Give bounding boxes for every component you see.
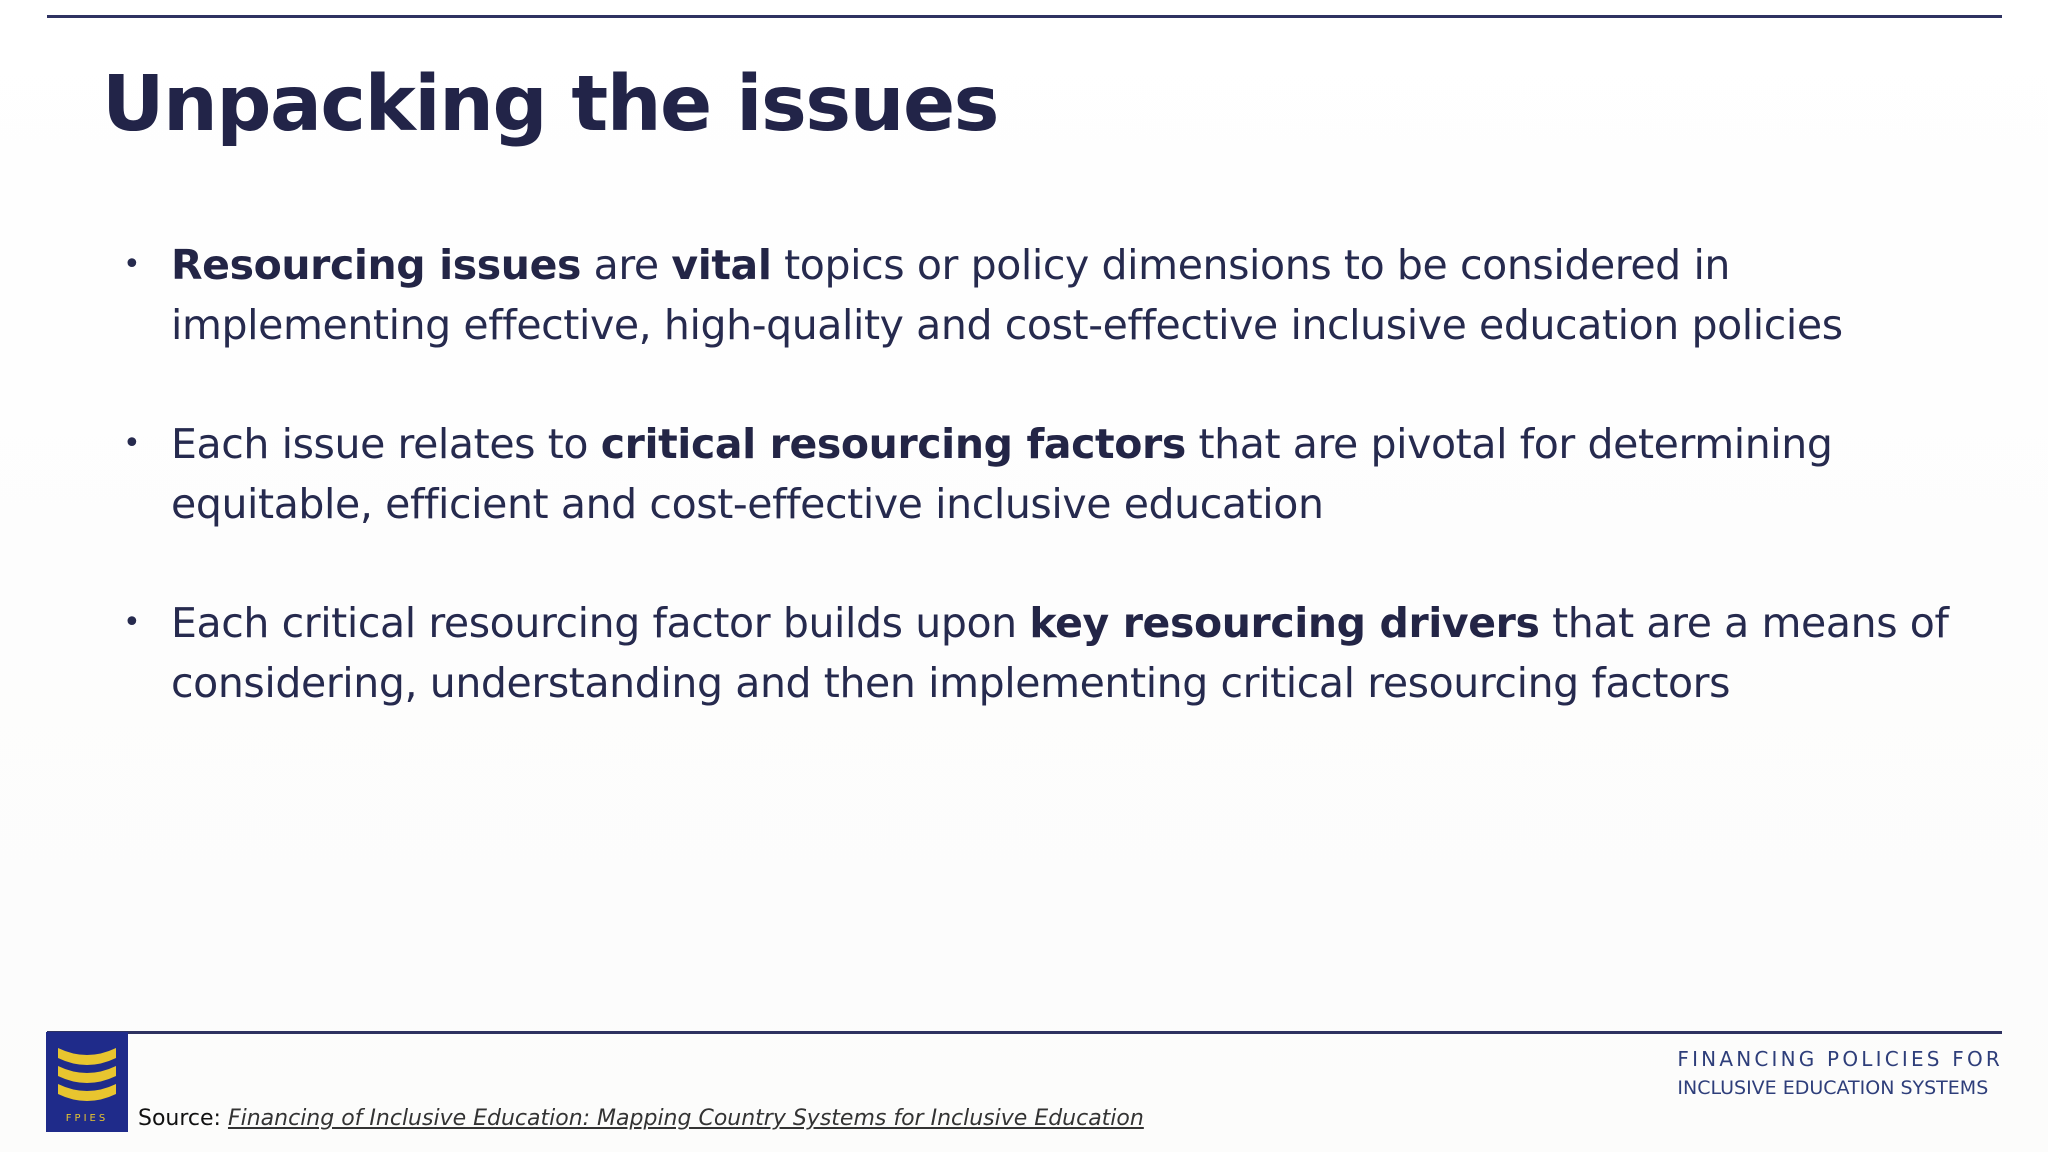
bullet-bold-text: critical resourcing factors <box>600 420 1186 468</box>
bullet-text: that are pivotal for determining equitable, efficient and cost-effective inclusive education <box>171 420 1833 528</box>
bullet-item <box>120 235 1980 355</box>
source-link[interactable]: Financing of Inclusive Education: Mapping Country Systems for Inclusive Education <box>227 1106 1144 1131</box>
bullet-text: Each critical resourcing factor builds upon <box>171 599 1030 647</box>
source-label: Source: <box>138 1106 228 1131</box>
bullet-bold-text: key resourcing drivers <box>1029 599 1540 647</box>
brand-line-2: INCLUSIVE EDUCATION SYSTEMS <box>1677 1077 1989 1099</box>
brand-wordmark <box>1677 1045 2003 1103</box>
logo-text: FPIES <box>65 1113 109 1124</box>
bullet-bold-text: Resourcing issues <box>171 241 581 289</box>
bullet-bold-text: vital <box>671 241 772 289</box>
bullet-item <box>120 593 1980 713</box>
top-divider <box>47 15 2002 18</box>
bullet-dot-icon: • <box>123 426 141 461</box>
bullet-text: are <box>581 241 672 289</box>
fpies-logo <box>46 1032 128 1132</box>
bottom-divider <box>47 1031 2002 1034</box>
bullet-text: Each issue relates to <box>171 420 601 468</box>
bullet-item <box>120 414 1980 534</box>
bullet-text: topics or policy dimensions to be considered in implementing effective, high-quality and cost-effective inclusive education policies <box>171 241 1843 349</box>
bullet-list <box>120 235 1980 772</box>
brand-line-1: FINANCING POLICIES FOR <box>1677 1047 2003 1071</box>
bullet-dot-icon: • <box>123 605 141 640</box>
slide-title: Unpacking the issues <box>102 60 998 149</box>
bullet-dot-icon: • <box>123 247 141 282</box>
bullet-text: that are a means of considering, understanding and then implementing critical resourcing factors <box>171 599 1949 707</box>
source-citation <box>138 1106 1144 1131</box>
